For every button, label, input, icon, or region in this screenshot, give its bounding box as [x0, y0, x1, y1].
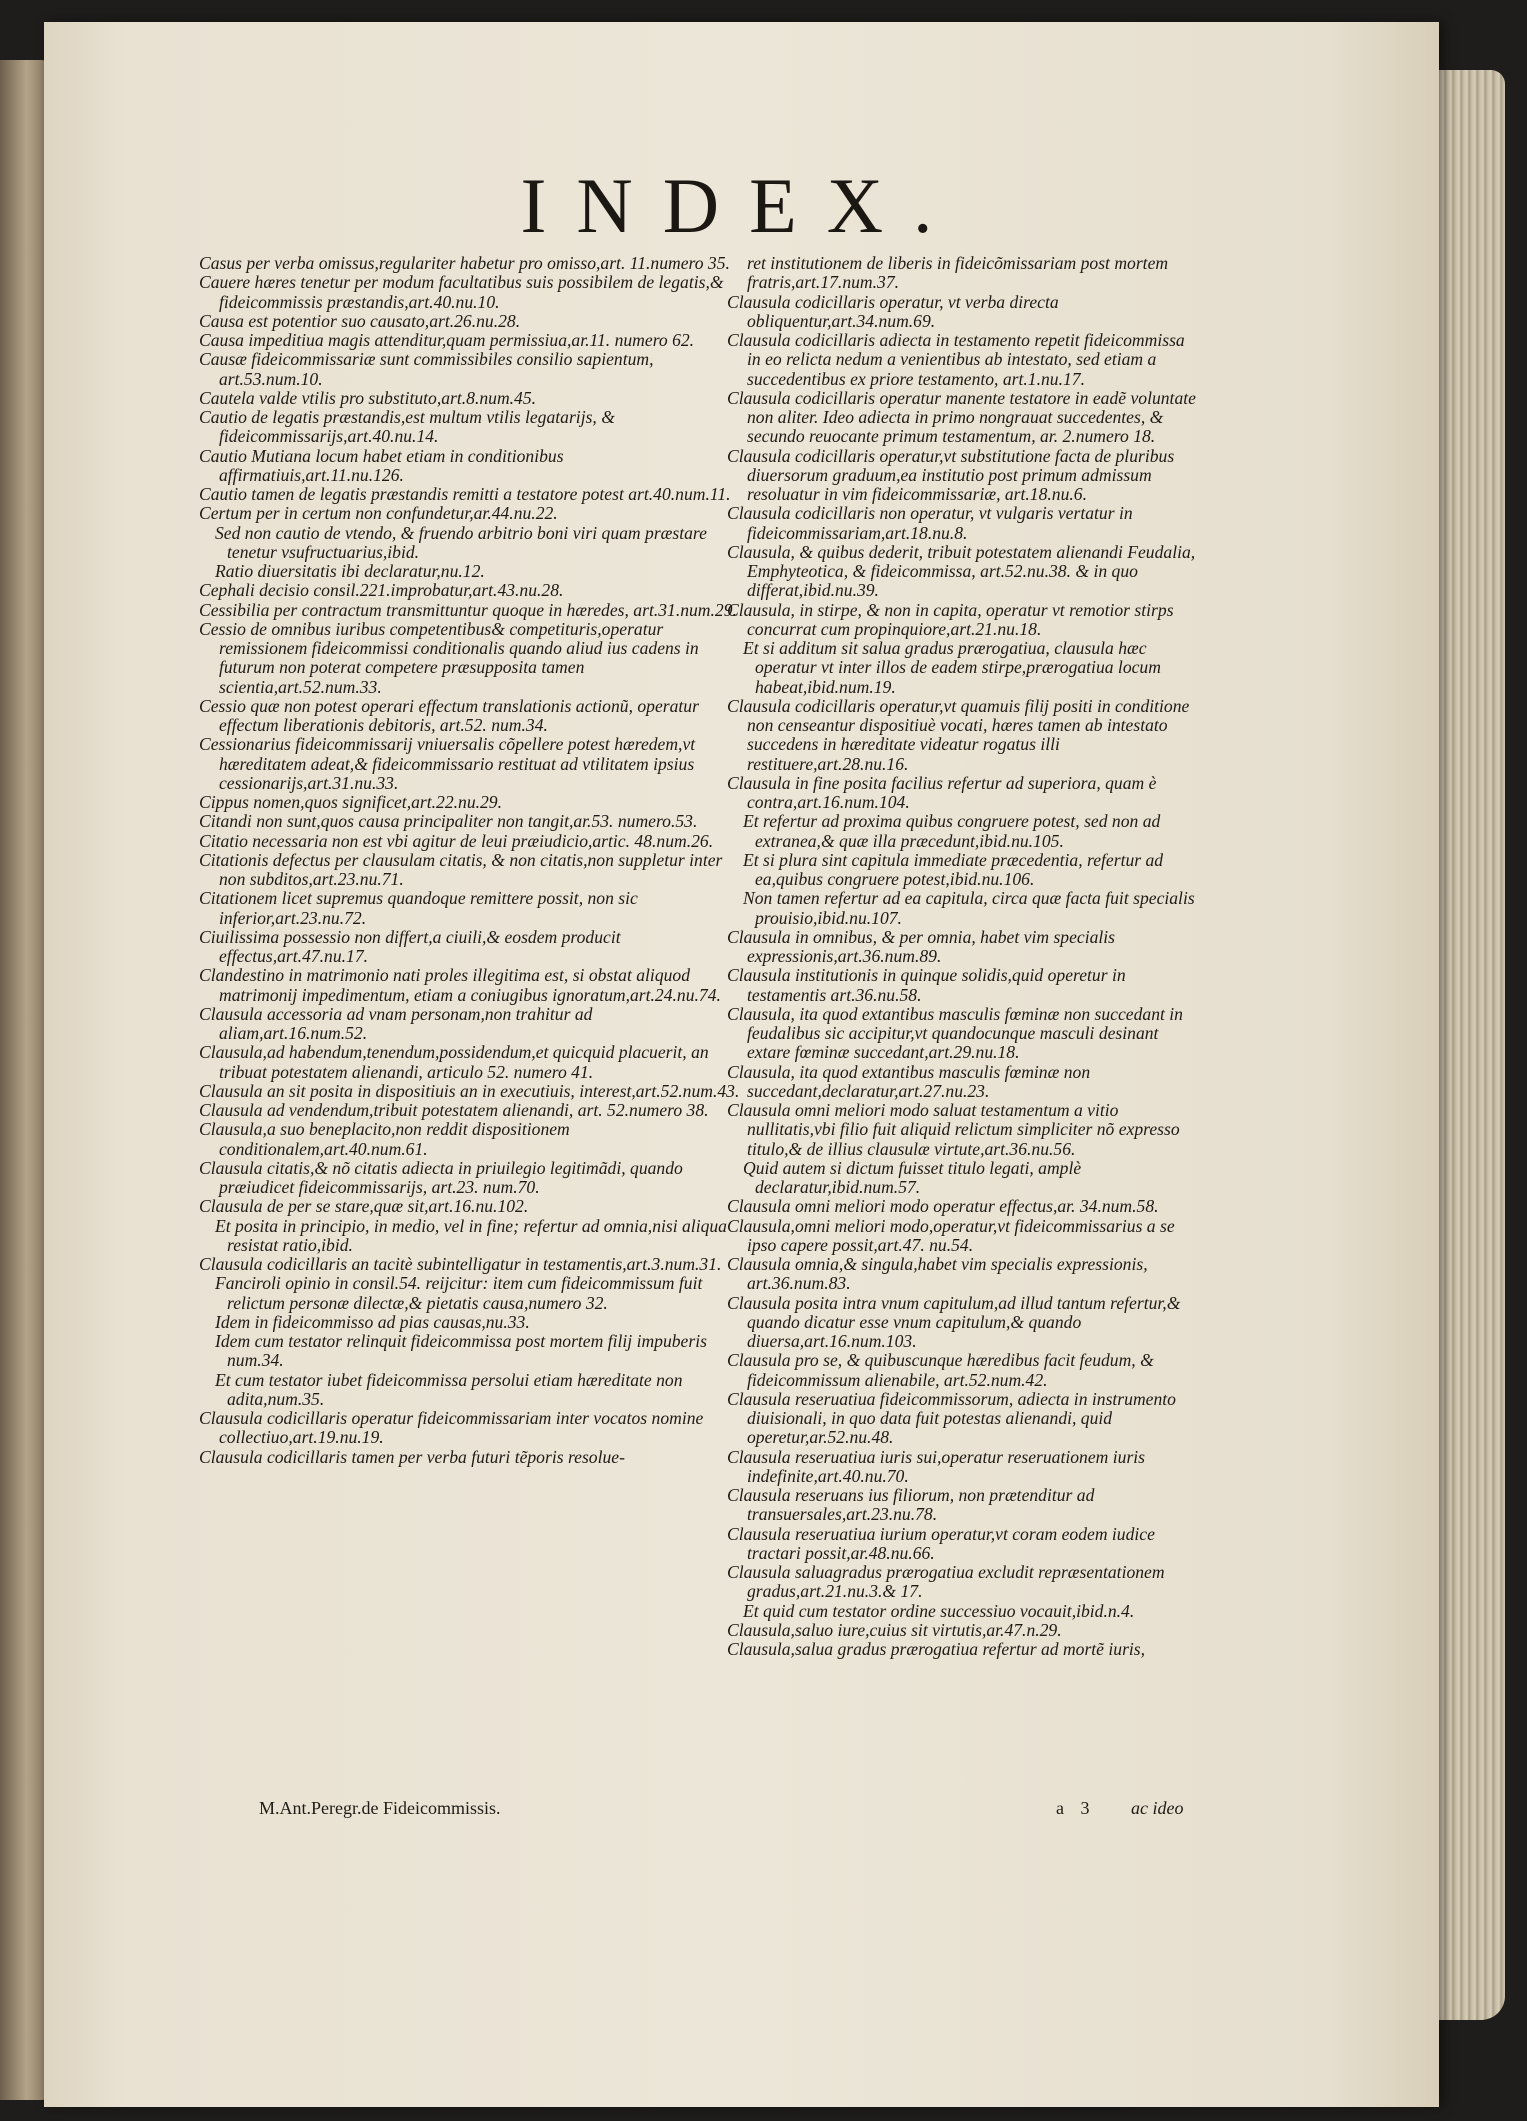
index-entry: Clausula,ad habendum,tenendum,possidendum,et quicquid placuerit, an tribuat potestatem alienandi, articulo 52. numero 41. [199, 1042, 709, 1082]
index-entry: Clausula in fine posita facilius refertur ad superiora, quam è contra,art.16.num.104. [727, 772, 1157, 812]
index-entry: Clausula citatis,& nõ citatis adiecta in priuilegio legitimãdi, quando præiudicet fideicommissarijs, art.23. num.70. [199, 1157, 683, 1197]
index-entry: Clausula codicillaris operatur manente testatore in eadẽ voluntate non aliter. Ideo adiecta in primo nongrauat succedentes, & secundo reuocante primum testamentum, ar. 2.numero 18. [727, 387, 1196, 447]
index-entry: Clandestino in matrimonio nati proles illegitima est, si obstat aliquod matrimonij impedimentum, etiam a coniugibus ignoratum,art.24.nu.74. [199, 965, 721, 1005]
index-entry: Clausula omni meliori modo operatur effectus,ar. 34.num.58. [727, 1196, 1159, 1217]
index-entry: Cessibilia per contractum transmittuntur quoque in hæredes, art.31.num.29. [199, 599, 737, 620]
index-entry: Cautio Mutiana locum habet etiam in conditionibus affirmatiuis,art.11.nu.126. [199, 445, 564, 485]
index-entry: Clausula,omni meliori modo,operatur,vt fideicommissarius a se ipso capere possit,art.47. nu.54. [727, 1215, 1175, 1255]
index-entry: Et si plura sint capitula immediate præcedentia, refertur ad ea,quibus congruere potest,ibid.nu.106. [743, 849, 1164, 889]
index-entry: Cessio quæ non potest operari effectum translationis actionũ, operatur effectum liberationis debitoris, art.52. num.34. [199, 695, 699, 735]
index-entry: Non tamen refertur ad ea capitula, circa quæ facta fuit specialis prouisio,ibid.nu.107. [743, 888, 1195, 928]
index-entry: Quid autem si dictum fuisset titulo legati, amplè declaratur,ibid.num.57. [743, 1157, 1082, 1197]
index-entry: Clausula codicillaris operatur,vt substitutione facta de pluribus diuersorum graduum,ea institutio post primum admissum resoluatur in vim fideicommissariæ, art.18.nu.6. [727, 445, 1175, 504]
index-entry: Clausula saluagradus prærogatiua excludit repræsentationem gradus,art.21.nu.3.& 17. [727, 1562, 1165, 1602]
index-entry: Clausula omni meliori modo saluat testamentum a vitio nullitatis,vbi filio fuit aliquid relictum simpliciter nõ expresso titulo,& de illius clausulæ virtute,art.36.nu.56. [727, 1100, 1180, 1159]
index-entry: Clausula codicillaris operatur, vt verba directa obliquentur,art.34.num.69. [727, 291, 1059, 331]
index-entry: Cippus nomen,quos significet,art.22.nu.29. [199, 792, 503, 812]
book-page [44, 22, 1439, 2107]
index-entry: Clausula de per se stare,quæ sit,art.16.nu.102. [199, 1196, 529, 1217]
index-entry: Cessionarius fideicommissarij vniuersalis cõpellere potest hæredem,vt hæreditatem adeat,& fideicommissario restituat ad vtilitatem ipsius cessionarijs,art.31.nu.33. [199, 734, 696, 793]
index-entry: Clausula institutionis in quinque solidis,quid operetur in testamentis art.36.nu.58. [727, 965, 1126, 1005]
index-entry: Ciuilissima possessio non differt,a ciuili,& eosdem producit effectus,art.47.nu.17. [199, 926, 621, 966]
index-entry: Sed non cautio de vtendo, & fruendo arbitrio boni viri quam præstare tenetur vsufructuarius,ibid. [215, 522, 707, 562]
index-column-left [199, 254, 744, 1467]
index-entry: Clausula in omnibus, & per omnia, habet vim specialis expressionis,art.36.num.89. [727, 926, 1116, 966]
index-entry: Fanciroli opinio in consil.54. reijcitur: item cum fideicommissum fuit relictum personæ dilectæ,& pietatis causa,numero 32. [215, 1273, 703, 1313]
index-entry: Clausula reseruans ius filiorum, non prætenditur ad transuersales,art.23.nu.78. [727, 1485, 1095, 1525]
previous-page-edge [0, 60, 48, 2100]
index-entry: Clausula codicillaris operatur,vt quamuis filij positi in conditione non censeantur dispositiuè vocati, hæres tamen ab intestato succedens in hæreditate videatur rogatus illi restituere,art.28.nu.16. [727, 695, 1190, 774]
index-entry: Clausula, ita quod extantibus masculis fœminæ non succedant in feudalibus sic accipitur,vt quandocunque masculi desinant extare fœminæ succedant,art.29.nu.18. [727, 1003, 1183, 1063]
index-entry: Et quid cum testator ordine successiuo vocauit,ibid.n.4. [743, 1600, 1135, 1621]
index-entry: Et refertur ad proxima quibus congruere potest, sed non ad extranea,& quæ illa præcedunt,ibid.nu.105. [743, 811, 1161, 851]
index-entry: Cautio tamen de legatis præstandis remitti a testatore potest art.40.num.11. [199, 484, 731, 504]
index-entry: Idem cum testator relinquit fideicommissa post mortem filij impuberis num.34. [215, 1331, 707, 1371]
index-entry: Cauere hæres tenetur per modum facultatibus suis possibilem de legatis,& fideicommissis præstandis,art.40.nu.10. [199, 272, 724, 312]
index-entry: Clausula codicillaris tamen per verba futuri tẽporis resolue- [199, 1446, 625, 1467]
index-entry: Citatio necessaria non est vbi agitur de leui præiudicio,artic. 48.num.26. [199, 830, 714, 851]
index-entry: Clausula codicillaris adiecta in testamento repetit fideicommissa in eo relicta nedum a venientibus ab intestato, sed etiam a succedentibus ex priore testamento, art.1.nu.17. [727, 330, 1185, 389]
index-entry: Clausula, ita quod extantibus masculis fœminæ non succedant,declaratur,art.27.nu.23. [727, 1061, 1091, 1101]
index-entry: Clausula reseruatiua fideicommissorum, adiecta in instrumento diuisionali, in quo data fuit potestas alienandi, quid operetur,ar.52.nu.48. [727, 1388, 1176, 1448]
index-entry: Clausula accessoria ad vnam personam,non trahitur ad aliam,art.16.num.52. [199, 1003, 593, 1043]
index-entry: Clausula omnia,& singula,habet vim specialis expressionis, art.36.num.83. [727, 1254, 1148, 1294]
index-entry: Clausula pro se, & quibuscunque hæredibus facit feudum, & fideicommissum alienabile, art.52.num.42. [727, 1350, 1154, 1390]
index-entry: Clausula, in stirpe, & non in capita, operatur vt remotior stirps concurrat cum propinquiore,art.21.nu.18. [727, 599, 1174, 639]
catchword: ac ideo [1131, 1798, 1184, 1818]
index-entry: Clausula codicillaris operatur fideicommissariam inter vocatos nomine collectiuo,art.19.nu.19. [199, 1408, 704, 1448]
index-entry: Causæ fideicommissariæ sunt commissibiles consilio sapientum, art.53.num.10. [199, 349, 654, 389]
running-footer-author: M.Ant.Peregr.de Fideicommissis. [259, 1798, 501, 1818]
index-entry: Cautela valde vtilis pro substituto,art.8.num.45. [199, 387, 537, 408]
index-entry: Casus per verba omissus,regulariter habetur pro omisso,art. 11.numero 35. [199, 253, 730, 273]
index-entry: Et posita in principio, in medio, vel in fine; refertur ad omnia,nisi aliqua resistat ratio,ibid. [215, 1215, 727, 1255]
index-entry: Clausula,saluo iure,cuius sit virtutis,ar.47.n.29. [727, 1619, 1062, 1640]
index-entry: Clausula,salua gradus prærogatiua refertur ad mortẽ iuris, [727, 1639, 1146, 1659]
index-entry: Cephali decisio consil.221.improbatur,art.43.nu.28. [199, 580, 564, 601]
index-entry: Idem in fideicommisso ad pias causas,nu.33. [215, 1311, 530, 1332]
signature-mark: a 3 [1056, 1798, 1096, 1818]
index-entry: Citationem licet supremus quandoque remittere possit, non sic inferior,art.23.nu.72. [199, 888, 638, 928]
index-entry: Ratio diuersitatis ibi declaratur,nu.12. [215, 561, 485, 581]
index-entry: Causa est potentior suo causato,art.26.nu.28. [199, 310, 521, 331]
index-entry: Clausula an sit posita in dispositiuis an in executiuis, interest,art.52.num.43. [199, 1080, 740, 1101]
index-entry: Citationis defectus per clausulam citatis, & non citatis,non suppletur inter non subditos,art.23.nu.71. [199, 849, 723, 889]
index-entry: Cautio de legatis præstandis,est multum vtilis legatarijs, & fideicommissarijs,art.40.nu.14. [199, 407, 615, 447]
index-entry: Clausula codicillaris an tacitè subintelligatur in testamentis,art.3.num.31. [199, 1254, 722, 1274]
index-entry: Clausula,a suo beneplacito,non reddit dispositionem conditionalem,art.40.num.61. [199, 1119, 570, 1159]
index-entry: Clausula reseruatiua iuris sui,operatur reseruationem iuris indefinite,art.40.nu.70. [727, 1446, 1146, 1486]
index-entry: Clausula ad vendendum,tribuit potestatem alienandi, art. 52.numero 38. [199, 1100, 709, 1120]
page-title: INDEX. [520, 162, 963, 249]
index-entry: Et si additum sit salua gradus prærogatiua, clausula hæc operatur vt inter illos de eadem stirpe,prærogatiua locum habeat,ibid.num.19. [743, 638, 1161, 697]
index-entry: Certum per in certum non confundetur,ar.44.nu.22. [199, 503, 558, 524]
index-entry: Clausula, & quibus dederit, tribuit potestatem alienandi Feudalia, Emphyteotica, & fideicommissa, art.52.nu.38. & in quo differat,ibid.nu.39. [727, 541, 1196, 601]
index-entry: ret institutionem de liberis in fideicõmissariam post mortem fratris,art.17.num.37. [747, 253, 1169, 293]
index-entry: Et cum testator iubet fideicommissa persolui etiam hæreditate non adita,num.35. [215, 1369, 683, 1409]
index-column-right [727, 254, 1197, 1659]
index-entry: Clausula posita intra vnum capitulum,ad illud tantum refertur,& quando dicatur esse vnum capitulum,& quando diuersa,art.16.num.103. [727, 1292, 1181, 1351]
index-entry: Clausula reseruatiua iurium operatur,vt coram eodem iudice tractari possit,ar.48.nu.66. [727, 1523, 1155, 1563]
index-entry: Clausula codicillaris non operatur, vt vulgaris vertatur in fideicommissariam,art.18.nu.8. [727, 503, 1133, 543]
index-entry: Cessio de omnibus iuribus competentibus& competituris,operatur remissionem fideicommissi conditionalis quando aliud ius cadens in futurum non poterat competere præsupposita tamen scientia,art.52.num.33. [199, 618, 699, 697]
index-entry: Citandi non sunt,quos causa principaliter non tangit,ar.53. numero.53. [199, 811, 698, 832]
index-entry: Causa impeditiua magis attenditur,quam permissiua,ar.11. numero 62. [199, 330, 695, 350]
